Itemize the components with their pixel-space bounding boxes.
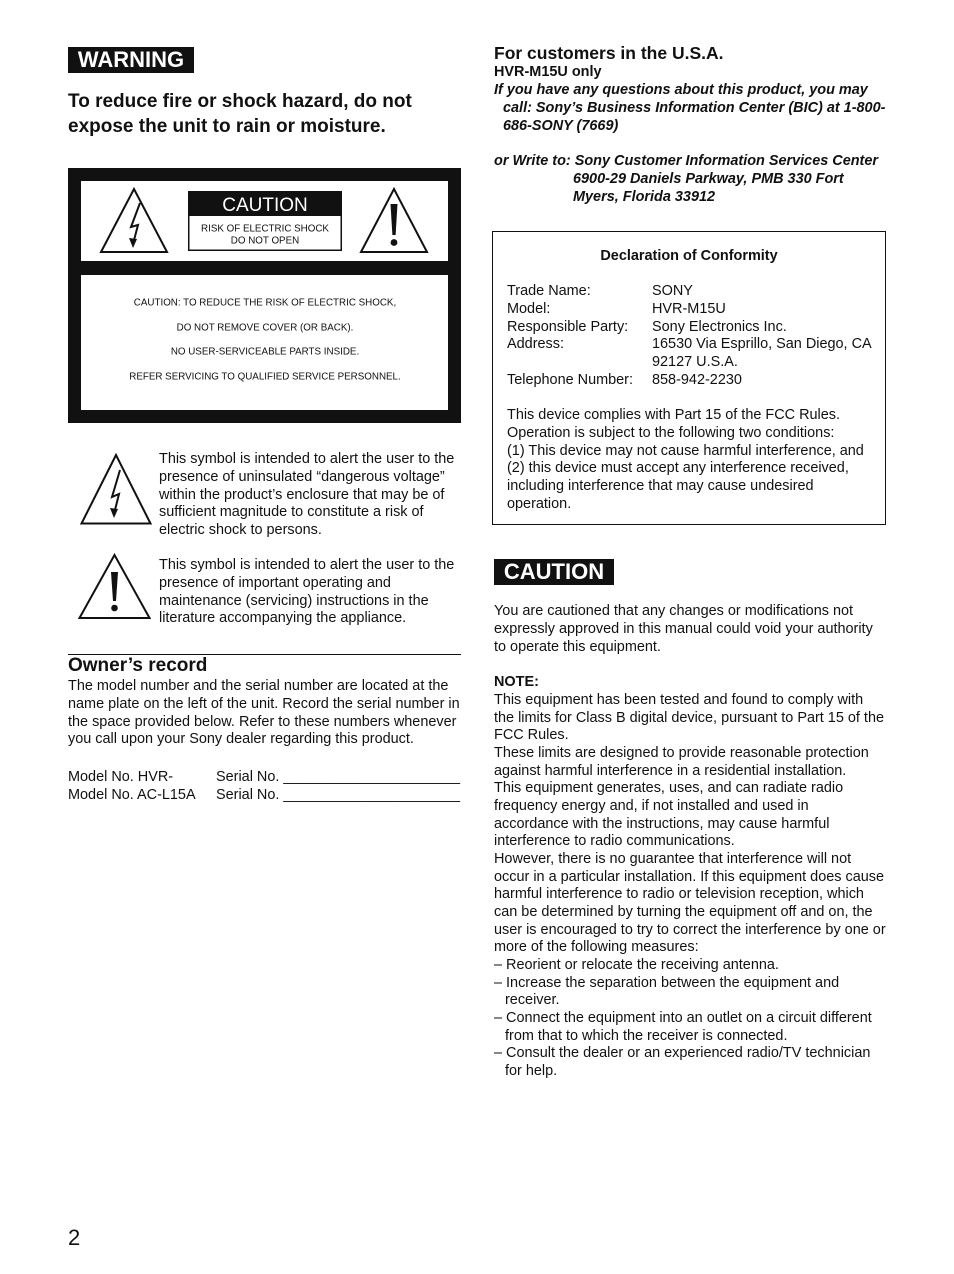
declaration-table <box>507 283 872 389</box>
page-number: 2 <box>68 1225 81 1251</box>
declaration-value: SONY <box>652 283 693 300</box>
measure-item: – Connect the equipment into an outlet on a circuit different from that to which the receiver is connected. <box>494 1009 872 1044</box>
note-paragraph: These limits are designed to provide reasonable protection against harmful interference in a residential installation. <box>494 745 869 779</box>
lightning-symbol-description: This symbol is intended to alert the user to the presence of uninsulated “dangerous voltage” within the product’s enclosure that may be of sufficient magnitude to constitute a risk of electric shock to persons. <box>159 451 455 539</box>
lightning-bolt <box>112 470 120 514</box>
caution-text: You are cautioned that any changes or modifications not expressly approved in this manual could void your authority to operate this equipment. <box>494 603 873 655</box>
declaration-label: Telephone Number: <box>507 371 634 388</box>
exclamation-symbol-description: This symbol is intended to alert the user to the presence of important operating and maintenance (servicing) instructions in the literature accompanying the appliance. <box>159 557 455 627</box>
note-title: NOTE: <box>494 674 539 691</box>
caution-label-line: REFER SERVICING TO QUALIFIED SERVICE PERSONNEL. <box>129 371 401 383</box>
exclamation-dot <box>111 605 118 612</box>
caution-sticker-title: CAUTION <box>222 194 308 216</box>
caution-label-line: DO NOT REMOVE COVER (OR BACK). <box>176 322 354 334</box>
declaration-value: 16530 Via Esprillo, San Diego, CA 92127 U.S.A. <box>652 336 872 371</box>
note-paragraph: However, there is no guarantee that interference will not occur in a particular installation. If this equipment does cause harmful interference to radio or television reception, which can be determined by turning the equipment off and on, the user is encouraged to try to correct the interference by one or more of the following measures: <box>494 850 886 956</box>
warning-label: WARNING <box>68 47 194 73</box>
caution-label-line: CAUTION: TO REDUCE THE RISK OF ELECTRIC SHOCK, <box>133 297 397 309</box>
caution-sticker-line: RISK OF ELECTRIC SHOCK <box>201 223 329 235</box>
lightning-triangle-icon <box>80 453 152 526</box>
serial-number-field: Serial No. ______________________ <box>216 769 461 786</box>
declaration-statement: This device complies with Part 15 of the FCC Rules. Operation is subject to the following two conditions: (1) This device may not cause harmful interference, and (2) this device must accept any interference received, including interference that may cause undesired operation. <box>507 407 864 512</box>
us-customers-subtitle: HVR-M15U only <box>494 64 602 81</box>
caution-label-graphic <box>68 168 461 423</box>
caution-label-bottom-panel <box>81 275 448 410</box>
model-number-label: Model No. AC-L15A <box>68 787 196 804</box>
measure-item: – Consult the dealer or an experienced radio/TV technician for help. <box>494 1045 871 1079</box>
caution-label: CAUTION <box>494 559 614 585</box>
model-number-label: Model No. HVR- <box>68 769 174 786</box>
exclamation-bar <box>111 572 118 601</box>
declaration-label: Address: <box>507 336 564 353</box>
declaration-title: Declaration of Conformity <box>600 248 778 265</box>
us-customers-title: For customers in the U.S.A. <box>494 42 724 63</box>
declaration-value: 858-942-2230 <box>652 371 742 388</box>
serial-number-field: Serial No. ______________________ <box>216 787 461 804</box>
caution-sticker <box>189 192 342 251</box>
lightning-bolt-arrowhead <box>110 508 118 518</box>
exclamation-dot <box>391 239 398 246</box>
declaration-label: Model: <box>507 301 551 318</box>
declaration-label: Responsible Party: <box>507 318 629 335</box>
declaration-label: Trade Name: <box>507 283 591 300</box>
declaration-value: Sony Electronics Inc. <box>652 318 787 335</box>
owners-record-title: Owner’s record <box>68 655 208 676</box>
note-paragraph: This equipment generates, uses, and can radiate radio frequency energy and, if not installed and used in accordance with the instructions, may cause harmful interference to radio communications. <box>494 780 844 850</box>
contact-write-text: or Write to: Sony Customer Information Services Center 6900-29 Daniels Parkway, PMB 330 Fort Myers, Florida 33912 <box>494 153 879 205</box>
hazard-heading: To reduce fire or shock hazard, do not expose the unit to rain or moisture. <box>68 91 412 137</box>
serial-record-table <box>68 769 460 804</box>
measure-item: – Increase the separation between the equipment and receiver. <box>494 974 840 1009</box>
declaration-value: HVR-M15U <box>652 301 726 318</box>
exclamation-triangle-icon <box>78 553 151 620</box>
note-section <box>494 674 886 1080</box>
caution-label-line: NO USER-SERVICEABLE PARTS INSIDE. <box>170 346 360 358</box>
caution-sticker-line: DO NOT OPEN <box>230 235 300 247</box>
measure-item: – Reorient or relocate the receiving antenna. <box>494 956 779 973</box>
owners-record-text: The model number and the serial number are located at the name plate on the left of the unit. Record the serial number in the space provided below. Refer to these numbers whenever you call upon your Sony dealer regarding this product. <box>68 678 460 748</box>
note-paragraph: This equipment has been tested and found to comply with the limits for Class B digital device, pursuant to Part 15 of the FCC Rules. <box>494 692 885 744</box>
contact-call-text: If you have any questions about this product, you may call: Sony’s Business Information Center (BIC) at 1-800- 686-SONY (7669) <box>494 82 886 134</box>
declaration-of-conformity-box <box>492 231 886 525</box>
